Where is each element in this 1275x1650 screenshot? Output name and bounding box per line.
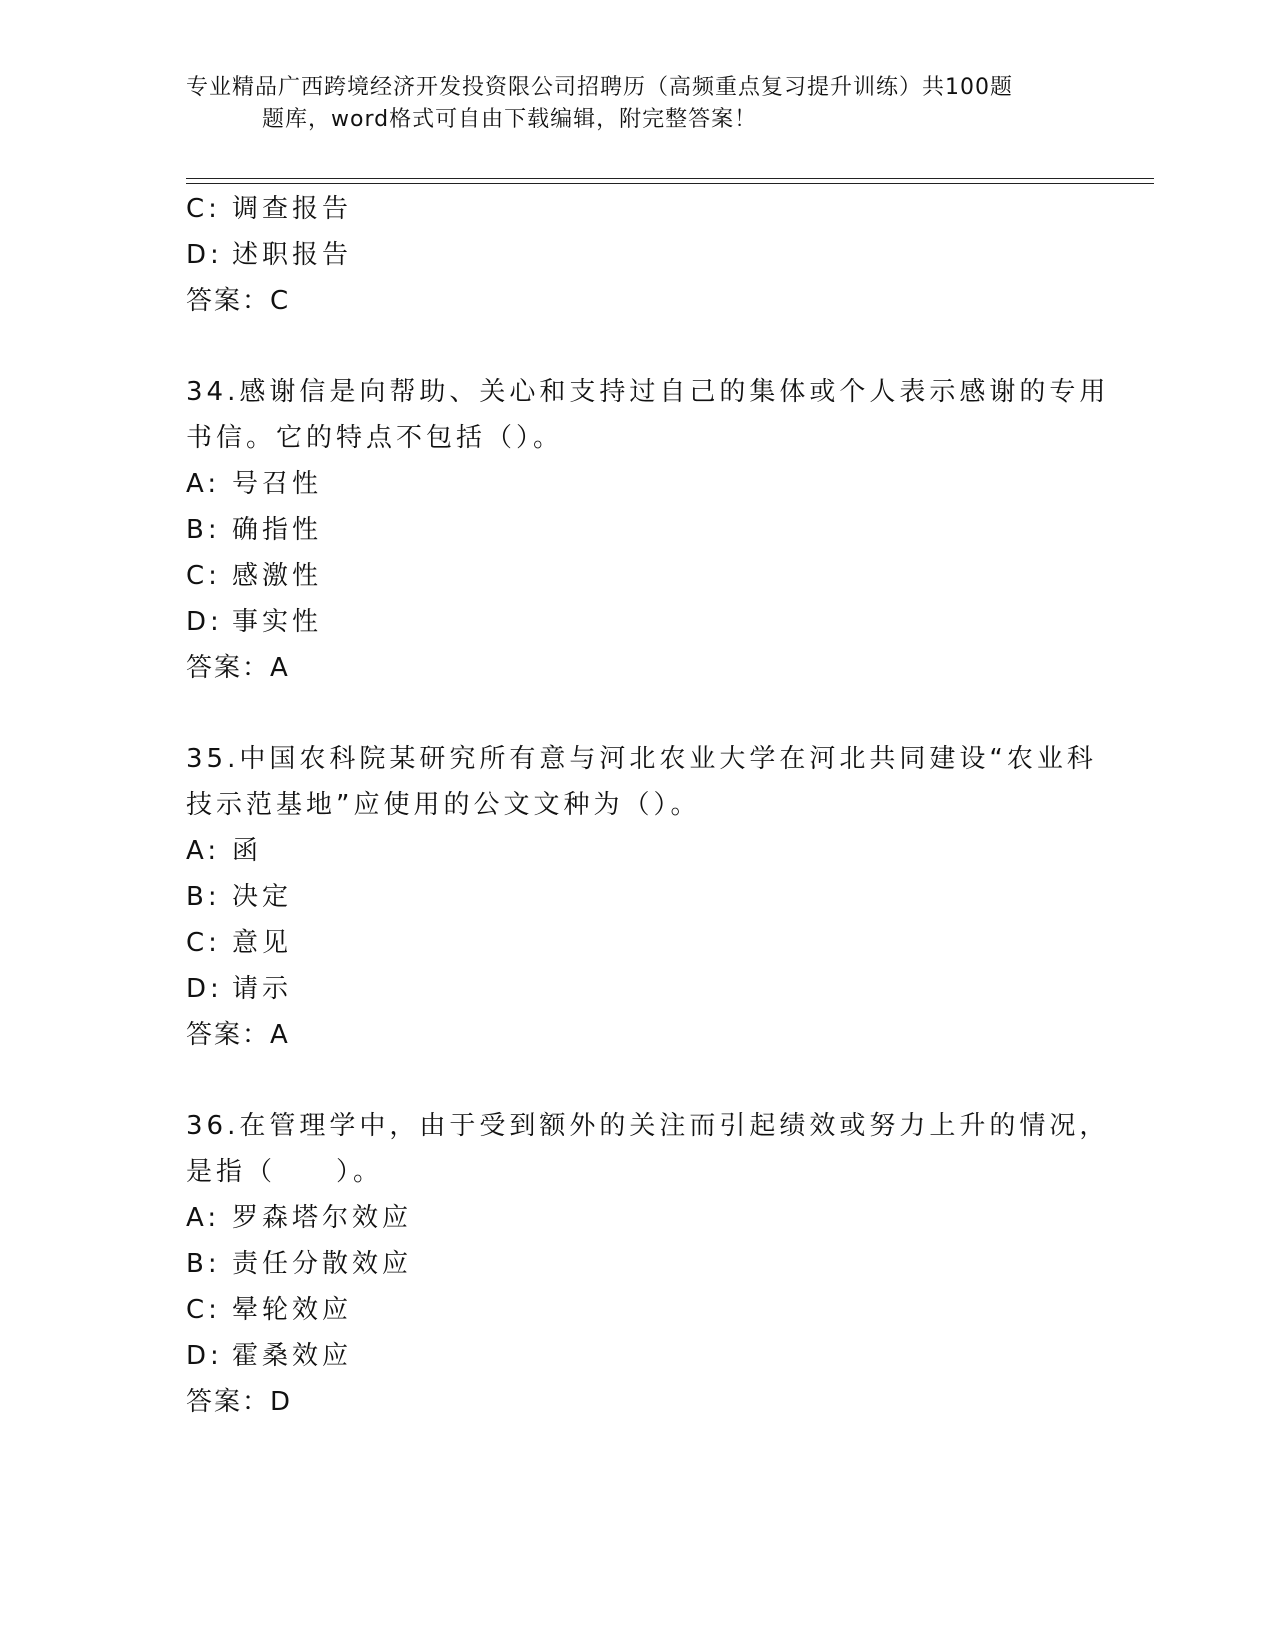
option-key: D: (186, 607, 223, 637)
option-b (186, 874, 1086, 920)
question-text-line: 是指（ ）。 (186, 1157, 384, 1187)
option-text: 号召性 (232, 469, 323, 499)
question-text-line: 书信。它的特点不包括（）。 (186, 423, 564, 453)
question-33-continued (186, 186, 1086, 324)
option-d (186, 1333, 1086, 1379)
question-36 (186, 1103, 1110, 1425)
option-a (186, 1195, 1086, 1241)
question-34 (186, 369, 1110, 691)
option-a (186, 828, 1086, 874)
option-d (186, 966, 1086, 1012)
question-text-line: 34.感谢信是向帮助、关心和支持过自己的集体或个人表示感谢的专用 (186, 377, 1110, 407)
option-key: D: (186, 974, 223, 1004)
option-text: 函 (232, 836, 263, 866)
question-35 (186, 736, 1097, 1058)
header-title-line2: 题库，word格式可自由下载编辑，附完整答案！ (262, 107, 758, 132)
option-key: C: (186, 928, 221, 958)
option-key: A: (186, 836, 221, 866)
option-d (186, 599, 1086, 645)
question-text-line: 技示范基地”应使用的公文文种为（）。 (186, 790, 701, 820)
option-key: C: (186, 561, 221, 591)
option-text: 述职报告 (232, 240, 353, 270)
header-divider-bottom (186, 183, 1154, 184)
option-key: B: (186, 1249, 221, 1279)
answer-line: 答案：A (186, 1020, 290, 1050)
option-text: 晕轮效应 (232, 1295, 353, 1325)
option-text: 请示 (232, 974, 293, 1004)
option-text: 决定 (232, 882, 293, 912)
option-text: 意见 (232, 928, 293, 958)
option-c (186, 553, 1086, 599)
option-key: A: (186, 1203, 221, 1233)
header-divider-top (186, 178, 1154, 179)
option-a (186, 461, 1086, 507)
answer-line: 答案：D (186, 1387, 293, 1417)
option-key: B: (186, 515, 221, 545)
document-body (186, 186, 1110, 1425)
question-text-line: 35.中国农科院某研究所有意与河北农业大学在河北共同建设“农业科 (186, 744, 1097, 774)
option-key: D: (186, 1341, 223, 1371)
option-text: 调查报告 (232, 194, 353, 224)
option-d (186, 232, 1086, 278)
question-text (186, 369, 1110, 461)
option-key: D: (186, 240, 223, 270)
option-key: C: (186, 194, 221, 224)
question-text (186, 736, 1097, 828)
option-key: B: (186, 882, 221, 912)
header-title-line1: 专业精品广西跨境经济开发投资限公司招聘历（高频重点复习提升训练）共100题 (186, 75, 1013, 100)
answer-line: 答案：A (186, 653, 290, 683)
page-header (186, 72, 1086, 136)
option-text: 责任分散效应 (232, 1249, 413, 1279)
question-text (186, 1103, 1110, 1195)
question-text-line: 36.在管理学中，由于受到额外的关注而引起绩效或努力上升的情况， (186, 1111, 1110, 1141)
option-text: 罗森塔尔效应 (232, 1203, 413, 1233)
option-text: 感激性 (232, 561, 323, 591)
option-text: 确指性 (232, 515, 323, 545)
option-text: 事实性 (232, 607, 323, 637)
option-c (186, 1287, 1086, 1333)
option-c (186, 920, 1086, 966)
answer-line: 答案：C (186, 286, 291, 316)
option-key: C: (186, 1295, 221, 1325)
option-key: A: (186, 469, 221, 499)
option-text: 霍桑效应 (232, 1341, 353, 1371)
option-b (186, 1241, 1086, 1287)
option-c (186, 186, 1086, 232)
option-b (186, 507, 1086, 553)
